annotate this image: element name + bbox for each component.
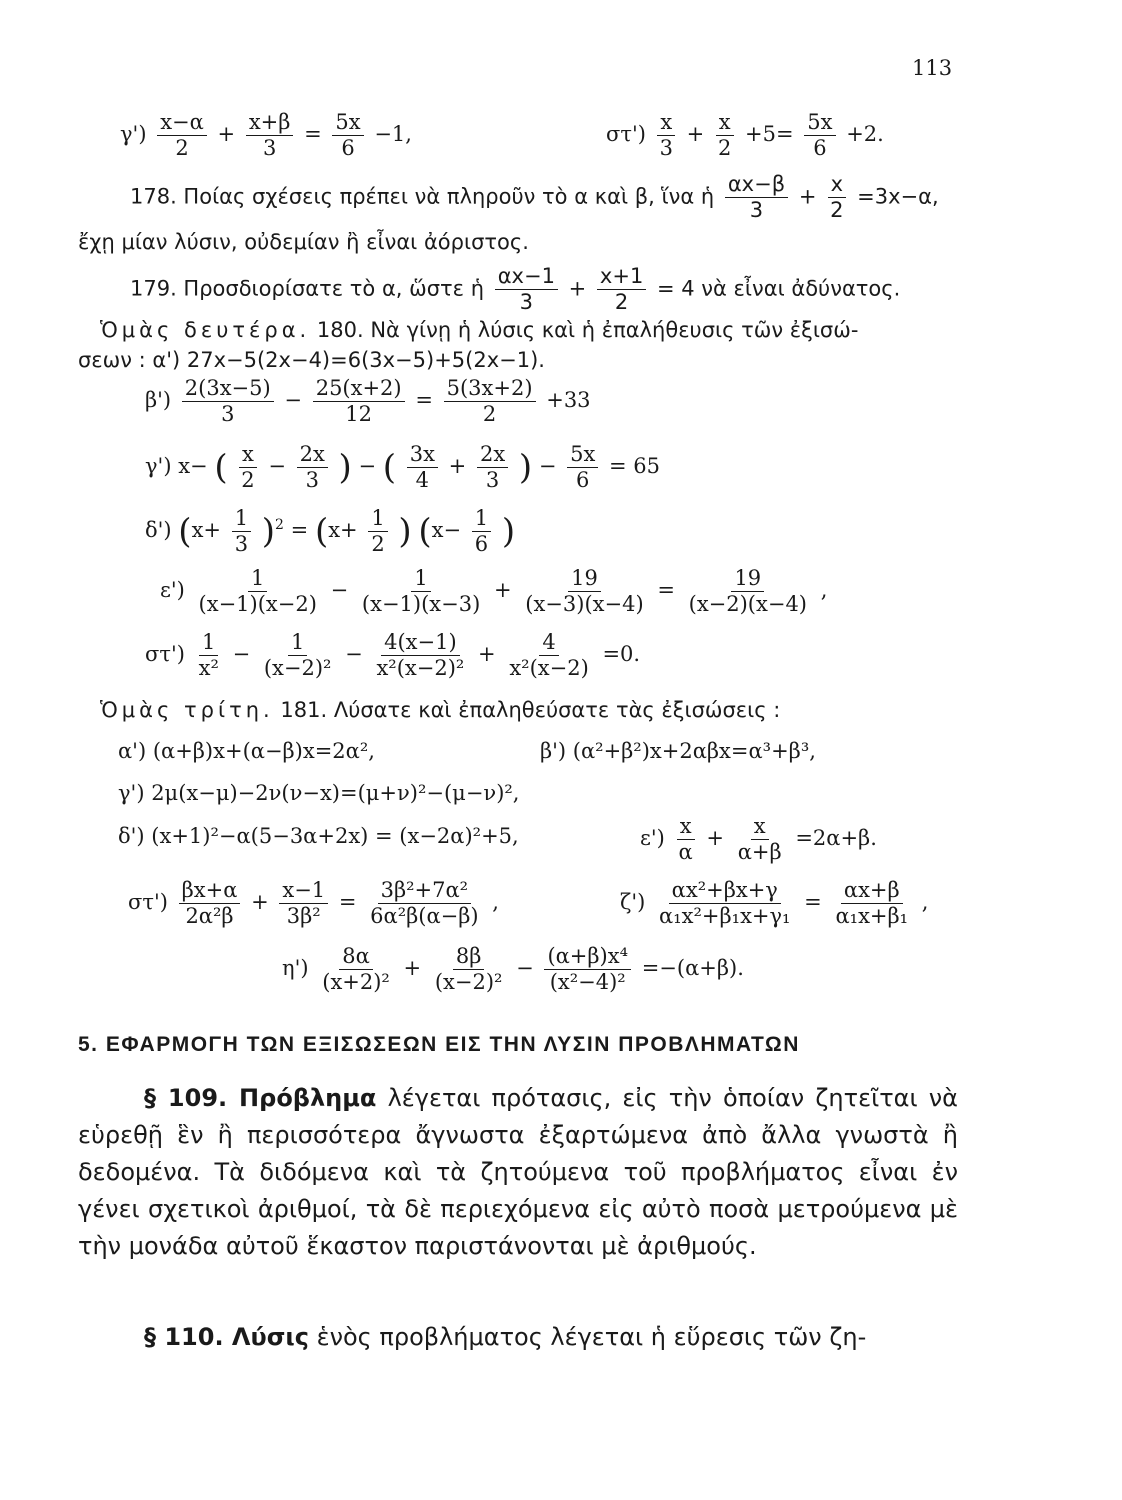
group-three-header: Ὁμὰς τρίτη. 181. Λύσατε καὶ ἐπαληθεύσατε τὰς ἐξισώσεις : [100, 698, 781, 722]
exercise-180e: ε') $\frac{1}{(x-1)(x-2)}$ − $\frac{1}{(x-1)(x-3)}$ + $\frac{19}{(x-3)(x-4)}$ = $\frac{19}{(x-2)(x-4)}$ , [160, 566, 828, 616]
fraction: $\frac{x-\alpha}{2}$ [157, 112, 207, 159]
section-number: § 110. Λύσις [144, 1323, 309, 1351]
exercise-178-line2: ἔχῃ μίαν λύσιν, οὐδεμίαν ἢ εἶναι ἀόριστος. [78, 230, 529, 254]
exercise-180d: δ') (x+ $\frac{1}{3}$ )$^2$ = (x+ $\frac{1}{2}$ ) (x− $\frac{1}{6}$ ) [145, 506, 516, 556]
exercise-181st: στ') $\frac{\beta x+\alpha}{\text{2α²β}}$ + $\frac{x-1}{\text{3β²}}$ = $\frac{\text{3β²+7α²}}{\text{6α²β(α−β)}}$ , [128, 878, 499, 928]
exercise-180st: στ') $\frac{1}{\text{x²}}$ − $\frac{1}{\text{(x−2)²}}$ − $\frac{4(x-1)}{\text{x²(x−2)²}}$ + $\frac{4}{\text{x²(x−2)}}$ =0. [145, 630, 641, 680]
page-number: 113 [912, 56, 953, 80]
exercise-179: 179. Προσδιορίσατε τὸ α, ὥστε ἡ $\frac{\alpha x-1}{3}$ + $\frac{x+1}{2}$ = 4 νὰ εἶναι ἀδύνατος. [130, 264, 901, 314]
label: γ') [120, 122, 147, 146]
exercise-181a: α') (α+β)x+(α−β)x=2α², [118, 739, 375, 763]
section-number: § 109. Πρόβλημα [144, 1084, 377, 1112]
exercise-178: 178. Ποίας σχέσεις πρέπει νὰ πληροῦν τὸ α καὶ β, ἵνα ἡ $\frac{\alpha x-\beta}{3}$ + $\frac{x}{2}$ =3x−α, [130, 172, 939, 222]
section-heading: 5. ΕΦΑΡΜΟΓΗ ΤΩΝ ΕΞΙΣΩΣΕΩΝ ΕΙΣ ΤΗΝ ΛΥΣΙΝ ΠΡΟΒΛΗΜΑΤΩΝ [78, 1033, 800, 1056]
exercise-181h: η') $\frac{8\alpha}{\text{(x+2)²}}$ + $\frac{8\beta}{\text{(x−2)²}}$ − $\frac{\text{(α+β)x⁴}}{\text{(x²−4)²}}$ =−(α+β). [282, 944, 744, 994]
exercise-g-equation: γ') $\frac{x-\alpha}{2}$ + $\frac{x+\beta}{3}$ = $\frac{5x}{6}$ −1, [120, 110, 412, 160]
exercise-181e: ε') $\frac{x}{\alpha}$ + $\frac{x}{\alpha+\beta}$ =2α+β. [640, 814, 877, 864]
group-title: Ὁμὰς δευτέρα. [100, 318, 311, 342]
paragraph-110: § 110. Λύσις ἑνὸς προβλήματος λέγεται ἡ εὕρεσις τῶν ζη- [144, 1323, 867, 1351]
exercise-181z: ζ') $\frac{\text{αx²+βx+γ}}{\text{α₁x²+β₁x+γ₁}}$ = $\frac{\alpha x+\beta}{\text{α₁x+β₁}}$ , [620, 878, 929, 928]
paragraph-109: § 109. Πρόβλημα λέγεται πρότασις, εἰς τὴν ὁποίαν ζητεῖται νὰ εὑρεθῇ ἓν ἢ περισσότερα ἄγνωστα ἐξαρτώμενα ἀπὸ ἄλλα γνωστὰ ἢ δεδομένα. Τὰ διδόμενα καὶ τὰ ζητούμενα τοῦ προβλήματος εἶναι ἐν γένει σχετικοὶ ἀριθμοί, τὰ δὲ περιεχόμενα εἰς αὐτὸ ποσὰ μετρούμενα μὲ τὴν μονάδα αὐτοῦ ἕκαστον παριστάνονται μὲ ἀριθμούς. [78, 1084, 958, 1260]
group-title: Ὁμὰς τρίτη. [100, 698, 274, 722]
exercise-181b: β') (α²+β²)x+2αβx=α³+β³, [540, 739, 816, 763]
exercise-180g: γ') x− ( $\frac{x}{2}$ − $\frac{2x}{3}$ ) − ( $\frac{3x}{4}$ + $\frac{2x}{3}$ ) − $\frac{5x}{6}$ = 65 [145, 442, 661, 492]
exercise-181g: γ') 2μ(x−μ)−2ν(ν−x)=(μ+ν)²−(μ−ν)², [118, 781, 520, 805]
exercise-st-equation: στ') $\frac{x}{3}$ + $\frac{x}{2}$ +5= $\frac{5x}{6}$ +2. [606, 110, 884, 160]
fraction: $\frac{5x}{6}$ [332, 112, 363, 159]
exercise-180a: σεων : α') 27x−5(2x−4)=6(3x−5)+5(2x−1). [78, 348, 545, 372]
group-two-header: Ὁμὰς δευτέρα. 180. Νὰ γίνῃ ἡ λύσις καὶ ἡ ἐπαλήθευσις τῶν ἐξισώ- [100, 318, 859, 342]
exercise-180b: β') $\frac{2(3x-5)}{3}$ − $\frac{25(x+2)}{12}$ = $\frac{5(3x+2)}{2}$ +33 [145, 376, 591, 426]
exercise-181d: δ') (x+1)²−α(5−3α+2x) = (x−2α)²+5, [118, 824, 519, 848]
fraction: $\frac{x+\beta}{3}$ [246, 112, 294, 159]
